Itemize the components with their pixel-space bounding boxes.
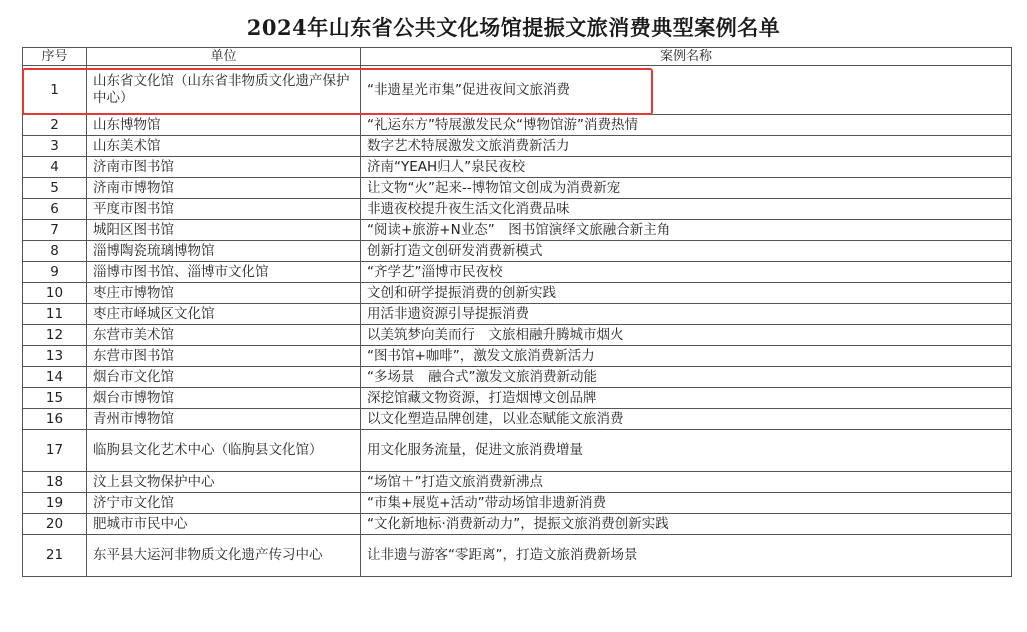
row-number: 14 [23, 367, 87, 388]
table-row [23, 535, 1012, 577]
row-case-name: 用文化服务流量，促进文旅消费增量 [361, 430, 1012, 472]
row-unit: 山东博物馆 [87, 115, 361, 136]
row-number: 7 [23, 220, 87, 241]
table-row [23, 220, 1012, 241]
row-case-name: 深挖馆藏文物资源，打造烟博文创品牌 [361, 388, 1012, 409]
row-unit: 枣庄市峄城区文化馆 [87, 304, 361, 325]
row-case-name: “场馆＋”打造文旅消费新沸点 [361, 472, 1012, 493]
table-row [23, 66, 1012, 115]
row-case-name: 以美筑梦向美而行 文旅相融升腾城市烟火 [361, 325, 1012, 346]
row-unit: 临朐县文化艺术中心（临朐县文化馆） [87, 430, 361, 472]
row-number: 9 [23, 262, 87, 283]
row-unit: 山东省文化馆（山东省非物质文化遗产保护中心） [87, 66, 361, 115]
row-number: 2 [23, 115, 87, 136]
row-number: 19 [23, 493, 87, 514]
row-case-name: 济南“YEAH归人”泉民夜校 [361, 157, 1012, 178]
table-row [23, 346, 1012, 367]
row-number: 3 [23, 136, 87, 157]
table-row [23, 493, 1012, 514]
row-number: 13 [23, 346, 87, 367]
table-row [23, 115, 1012, 136]
table-row [23, 283, 1012, 304]
row-unit: 东平县大运河非物质文化遗产传习中心 [87, 535, 361, 577]
row-number: 4 [23, 157, 87, 178]
table-row [23, 409, 1012, 430]
row-case-name: 以文化塑造品牌创建，以业态赋能文旅消费 [361, 409, 1012, 430]
header-case: 案例名称 [361, 48, 1012, 66]
page-title: 2024年山东省公共文化场馆提振文旅消费典型案例名单 [246, 15, 781, 40]
table-row [23, 304, 1012, 325]
row-case-name: “非遗星光市集”促进夜间文旅消费 [361, 66, 1012, 115]
table-row [23, 157, 1012, 178]
row-unit: 东营市图书馆 [87, 346, 361, 367]
row-unit: 济南市博物馆 [87, 178, 361, 199]
row-number: 20 [23, 514, 87, 535]
row-case-name: “礼运东方”特展激发民众“博物馆游”消费热情 [361, 115, 1012, 136]
row-unit: 东营市美术馆 [87, 325, 361, 346]
row-unit: 济南市图书馆 [87, 157, 361, 178]
table-row [23, 388, 1012, 409]
row-unit: 济宁市文化馆 [87, 493, 361, 514]
table-body [23, 66, 1012, 577]
row-unit: 枣庄市博物馆 [87, 283, 361, 304]
row-unit: 烟台市文化馆 [87, 367, 361, 388]
row-unit: 淄博陶瓷琉璃博物馆 [87, 241, 361, 262]
table-row [23, 199, 1012, 220]
row-case-name: 文创和研学提振消费的创新实践 [361, 283, 1012, 304]
row-unit: 烟台市博物馆 [87, 388, 361, 409]
row-case-name: 创新打造文创研发消费新模式 [361, 241, 1012, 262]
row-number: 11 [23, 304, 87, 325]
row-number: 5 [23, 178, 87, 199]
table-row [23, 178, 1012, 199]
table-row [23, 241, 1012, 262]
row-case-name: 用活非遗资源引导提振消费 [361, 304, 1012, 325]
row-case-name: 数字艺术特展激发文旅消费新活力 [361, 136, 1012, 157]
row-number: 18 [23, 472, 87, 493]
row-unit: 山东美术馆 [87, 136, 361, 157]
row-case-name: “市集+展览+活动”带动场馆非遗新消费 [361, 493, 1012, 514]
header-no: 序号 [23, 48, 87, 66]
table-row [23, 136, 1012, 157]
row-number: 15 [23, 388, 87, 409]
row-unit: 淄博市图书馆、淄博市文化馆 [87, 262, 361, 283]
row-number: 1 [23, 66, 87, 115]
row-case-name: 让文物“火”起来--博物馆文创成为消费新宠 [361, 178, 1012, 199]
row-case-name: “文化新地标·消费新动力”，提振文旅消费创新实践 [361, 514, 1012, 535]
table-row [23, 262, 1012, 283]
row-unit: 青州市博物馆 [87, 409, 361, 430]
row-unit: 城阳区图书馆 [87, 220, 361, 241]
row-case-name: “阅读+旅游+N业态” 图书馆演绎文旅融合新主角 [361, 220, 1012, 241]
row-unit: 肥城市市民中心 [87, 514, 361, 535]
row-case-name: “图书馆+咖啡”，激发文旅消费新活力 [361, 346, 1012, 367]
table-row [23, 430, 1012, 472]
row-case-name: “齐学艺”淄博市民夜校 [361, 262, 1012, 283]
row-case-name: 让非遗与游客“零距离”，打造文旅消费新场景 [361, 535, 1012, 577]
table-row [23, 367, 1012, 388]
header-unit: 单位 [87, 48, 361, 66]
row-number: 12 [23, 325, 87, 346]
row-number: 16 [23, 409, 87, 430]
row-case-name: 非遗夜校提升夜生活文化消费品味 [361, 199, 1012, 220]
row-number: 6 [23, 199, 87, 220]
row-number: 21 [23, 535, 87, 577]
table-header-row [23, 48, 1012, 66]
row-case-name: “多场景 融合式”激发文旅消费新动能 [361, 367, 1012, 388]
case-list-table [22, 47, 1012, 577]
row-number: 17 [23, 430, 87, 472]
row-unit: 汶上县文物保护中心 [87, 472, 361, 493]
row-unit: 平度市图书馆 [87, 199, 361, 220]
row-number: 8 [23, 241, 87, 262]
row-number: 10 [23, 283, 87, 304]
table-row [23, 514, 1012, 535]
table-row [23, 325, 1012, 346]
table-row [23, 472, 1012, 493]
